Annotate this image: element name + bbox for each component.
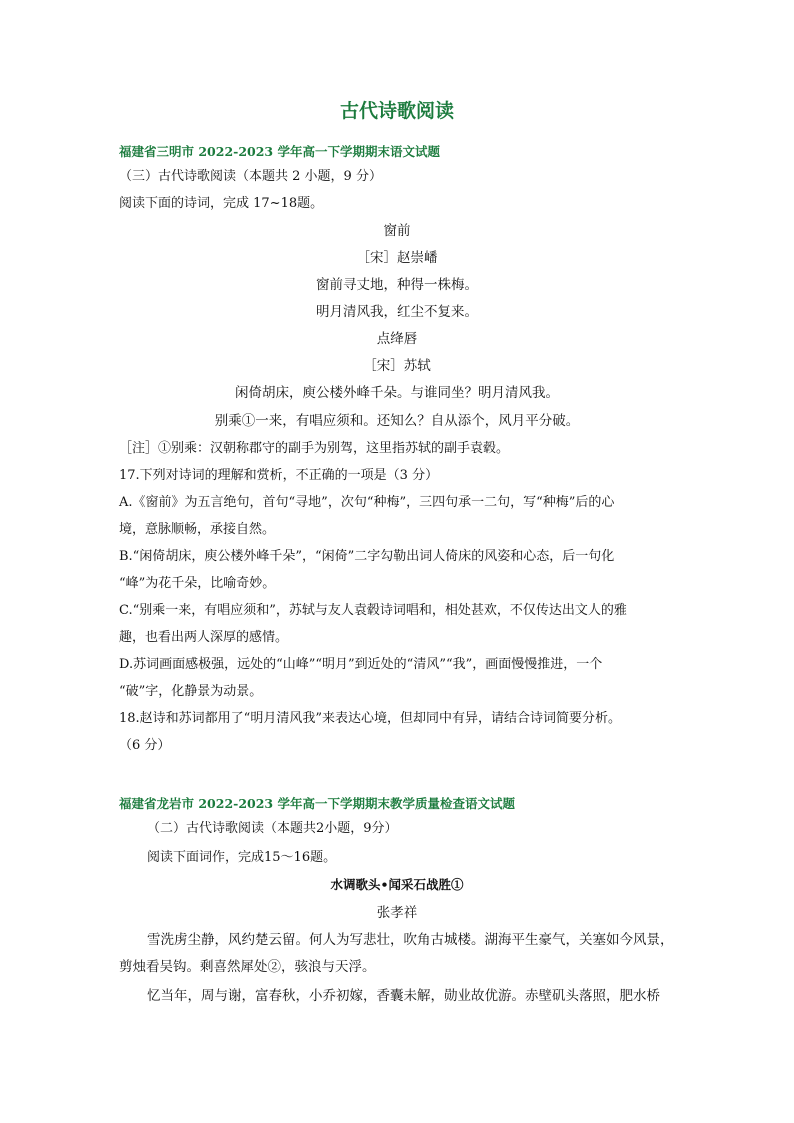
section1-instruction: 阅读下面的诗词，完成 17~18题。 xyxy=(119,196,324,211)
option-d-cont: “破”字，化静景为动景。 xyxy=(119,684,263,699)
option-d: D.苏词画面感极强，远处的“山峰”“明月”到近处的“清风”“我”，画面慢慢推进，一个 xyxy=(119,657,603,672)
section1-intro: （三）古代诗歌阅读（本题共 2 小题，9 分） xyxy=(119,169,382,184)
annotation-note: ［注］①别乘：汉朝称郡守的副手为别驾，这里指苏轼的副手袁毂。 xyxy=(119,441,510,456)
section2-para2: 忆当年，周与谢，富春秋，小乔初嫁，香囊未解，勋业故优游。赤壁矶头落照，肥水桥 xyxy=(147,988,660,1004)
option-b-cont: “峰”为花千朵，比喻奇妙。 xyxy=(119,576,276,591)
option-a: A.《窗前》为五言绝句，首句“寻地”，次句“种梅”，三四句承一二句，写“种梅”后的心 xyxy=(119,495,615,510)
option-c-cont: 趣，也看出两人深厚的感情。 xyxy=(119,630,289,645)
question-18-cont: （6 分） xyxy=(119,738,171,753)
section2-poem-title: 水调歌头•闻采石战胜① xyxy=(330,877,464,892)
section2-para1: 雪洗虏尘静，风约楚云留。何人为写悲壮，吹角古城楼。湖海平生豪气，关塞如今风景， xyxy=(147,932,674,948)
poem2-line: 闲倚胡床，庾公楼外峰千朵。与谁同坐？明月清风我。 xyxy=(235,385,559,401)
poem1-line: 明月清风我，红尘不复来。 xyxy=(316,304,478,320)
option-c: C.“别乘一来，有唱应须和”，苏轼与友人袁毂诗词唱和，相处甚欢，不仅传达出文人的雅 xyxy=(119,603,627,618)
question-18: 18.赵诗和苏词都用了“明月清风我”来表达心境，但却同中有异，请结合诗词简要分析。 xyxy=(119,711,621,726)
poem2-line: 别乘①一来，有唱应须和。还知么？自从添个，风月平分破。 xyxy=(214,413,580,429)
poem1-author: ［宋］赵崇嶓 xyxy=(356,250,438,266)
poem1-line: 窗前寻丈地，种得一株梅。 xyxy=(316,277,478,293)
section2-intro: （二）古代诗歌阅读（本题共2小题，9分） xyxy=(147,821,398,836)
poem2-author: ［宋］苏轼 xyxy=(363,358,431,374)
section1-source: 福建省三明市 2022-2023 学年高一下学期期末语文试题 xyxy=(119,144,440,159)
question-17: 17.下列对诗词的理解和赏析，不正确的一项是（3 分） xyxy=(119,468,439,483)
section2-author: 张孝祥 xyxy=(376,905,418,921)
option-a-cont: 境，意脉顺畅，承接自然。 xyxy=(119,522,276,537)
poem1-title: 窗前 xyxy=(383,223,411,239)
document-title: 古代诗歌阅读 xyxy=(339,100,454,122)
section2-instruction: 阅读下面词作，完成15～16题。 xyxy=(147,850,337,865)
option-b: B.“闲倚胡床，庾公楼外峰千朵”，“闲倚”二字勾勒出词人倚床的风姿和心态，后一句化 xyxy=(119,549,615,564)
section2-para1-cont: 剪烛看吴钩。剩喜然犀处②，骇浪与天浮。 xyxy=(119,959,376,975)
poem2-title: 点绛唇 xyxy=(376,331,418,347)
section2-source: 福建省龙岩市 2022-2023 学年高一下学期期末教学质量检查语文试题 xyxy=(119,796,515,811)
